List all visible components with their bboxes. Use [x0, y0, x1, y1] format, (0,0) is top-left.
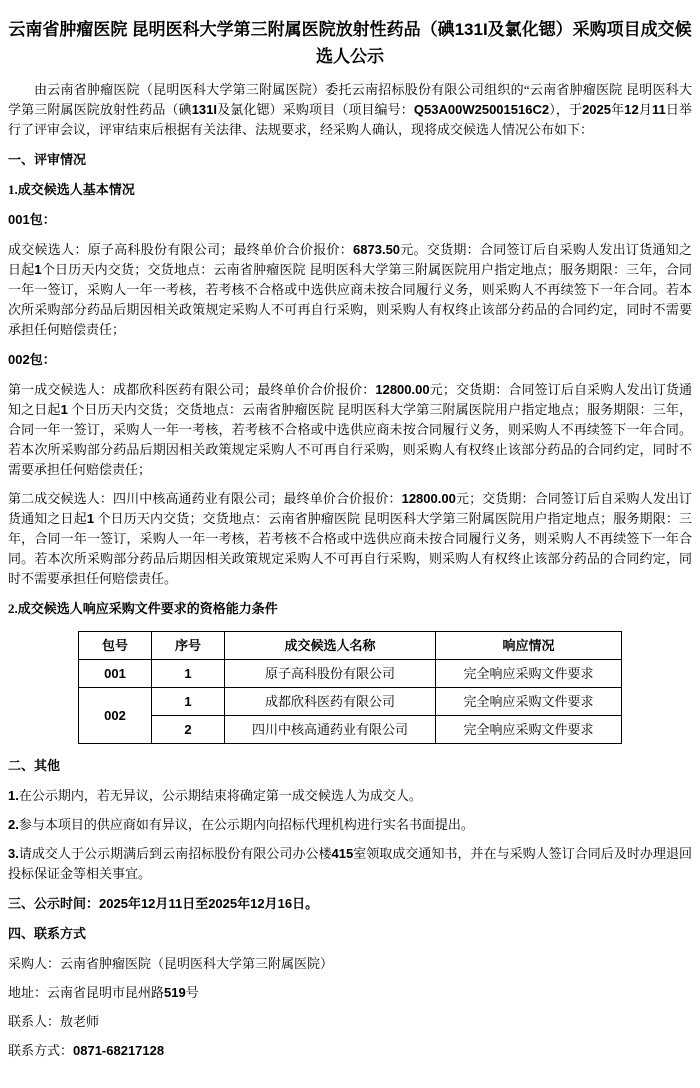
cell-response: 完全响应采购文件要求 [436, 688, 622, 716]
subsection-1-2-heading: 2.成交候选人响应采购文件要求的资格能力条件 [8, 601, 278, 616]
package-001-label: 001包： [8, 212, 56, 227]
contact-person-line: 联系人：敖老师 [8, 1014, 100, 1029]
table-header-number: 序号 [152, 632, 225, 660]
table-header-row [79, 632, 622, 660]
contact-phone-line: 联系方式：0871-68217128 [8, 1043, 165, 1058]
cell-response: 完全响应采购文件要求 [436, 716, 622, 744]
table-header-candidate: 成交候选人名称 [225, 632, 436, 660]
table-row [79, 688, 622, 716]
cell-response: 完全响应采购文件要求 [436, 660, 622, 688]
cell-candidate: 四川中核高通药业有限公司 [225, 716, 436, 744]
cell-candidate: 原子高科股份有限公司 [225, 660, 436, 688]
package-001-paragraph: 成交候选人：原子高科股份有限公司；最终单价合价报价：6873.50元。交货期：合同签订后自采购人发出订货通知之日起1个日历天内交货；交货地点：云南省肿瘤医院 昆明医科大学第三附属医院用户指定地点；服务期限：三年，合同一年一签订，采购人一年一考核，若考核不合格或中选供应商未按合同履行义务，则采购人不再续签下一年合同。若本次所采购部分药品后期因相关政策规定采购人不可再自行采购，则采购人有权终止该部分药品的合同约定，同时不需要承担任何赔偿责任； [8, 242, 692, 337]
package-002-label: 002包： [8, 352, 56, 367]
contact-address-line: 地址：云南省昆明市昆州路519号 [8, 985, 199, 1000]
cell-number: 1 [152, 660, 225, 688]
subsection-1-1-heading: 1.成交候选人基本情况 [8, 182, 135, 197]
cell-package: 001 [79, 660, 152, 688]
cell-package: 002 [79, 688, 152, 744]
section-3-heading: 三、公示时间：2025年12月11日至2025年12月16日。 [8, 896, 319, 911]
intro-paragraph: 由云南省肿瘤医院（昆明医科大学第三附属医院）委托云南招标股份有限公司组织的“云南省肿瘤医院 昆明医科大学第三附属医院放射性药品（碘131I及氯化锶）采购项目（项目编号：Q53A00W25001516C2），于2025年12月11日举行了评审会议，评审结束后根据有关法律、法规要求，经采购人确认，现将成交候选人情况公布如下： [8, 82, 692, 137]
table-header-package: 包号 [79, 632, 152, 660]
section-2-heading: 二、其他 [8, 758, 61, 773]
package-002-candidate-1-paragraph: 第一成交候选人：成都欣科医药有限公司；最终单价合价报价：12800.00元；交货期：合同签订后自采购人发出订货通知之日起1 个日历天内交货；交货地点：云南省肿瘤医院 昆明医科大学第三附属医院用户指定地点；服务期限：三年，合同一年一签订，采购人一年一考核，若考核不合格或中选供应商未按合同履行义务，则采购人不再续签下一年合同。若本次所采购部分药品后期因相关政策规定采购人不可再自行采购，则采购人有权终止该部分药品的合同约定，同时不需要承担任何赔偿责任； [8, 382, 692, 477]
cell-candidate: 成都欣科医药有限公司 [225, 688, 436, 716]
contact-buyer-line: 采购人：云南省肿瘤医院（昆明医科大学第三附属医院） [8, 956, 334, 971]
page-title: 云南省肿瘤医院 昆明医科大学第三附属医院放射性药品（碘131I及氯化锶）采购项目成交候选人公示 [8, 20, 692, 66]
other-item-2: 2.参与本项目的供应商如有异议，在公示期内向招标代理机构进行实名书面提出。 [8, 817, 474, 832]
table-row [79, 716, 622, 744]
section-4-heading: 四、联系方式 [8, 926, 87, 941]
other-item-1: 1.在公示期内，若无异议，公示期结束将确定第一成交候选人为成交人。 [8, 788, 422, 803]
cell-number: 1 [152, 688, 225, 716]
table-header-response: 响应情况 [436, 632, 622, 660]
table-row [79, 660, 622, 688]
package-002-candidate-2-paragraph: 第二成交候选人：四川中核高通药业有限公司；最终单价合价报价：12800.00元；交货期：合同签订后自采购人发出订货通知之日起1 个日历天内交货；交货地点：云南省肿瘤医院 昆明医科大学第三附属医院用户指定地点；服务期限：三年，合同一年一签订，采购人一年一考核，若考核不合格或中选供应商未按合同履行义务，则采购人不再续签下一年合同。若本次所采购部分药品后期因相关政策规定采购人不可再自行采购，则采购人有权终止该部分药品的合同约定，同时不需要承担任何赔偿责任。 [8, 491, 692, 586]
other-item-3: 3.请成交人于公示期满后到云南招标股份有限公司办公楼415室领取成交通知书，并在与采购人签订合同后及时办理退回投标保证金等相关事宜。 [8, 846, 692, 881]
qualification-table [78, 631, 622, 744]
section-1-heading: 一、评审情况 [8, 152, 87, 167]
cell-number: 2 [152, 716, 225, 744]
